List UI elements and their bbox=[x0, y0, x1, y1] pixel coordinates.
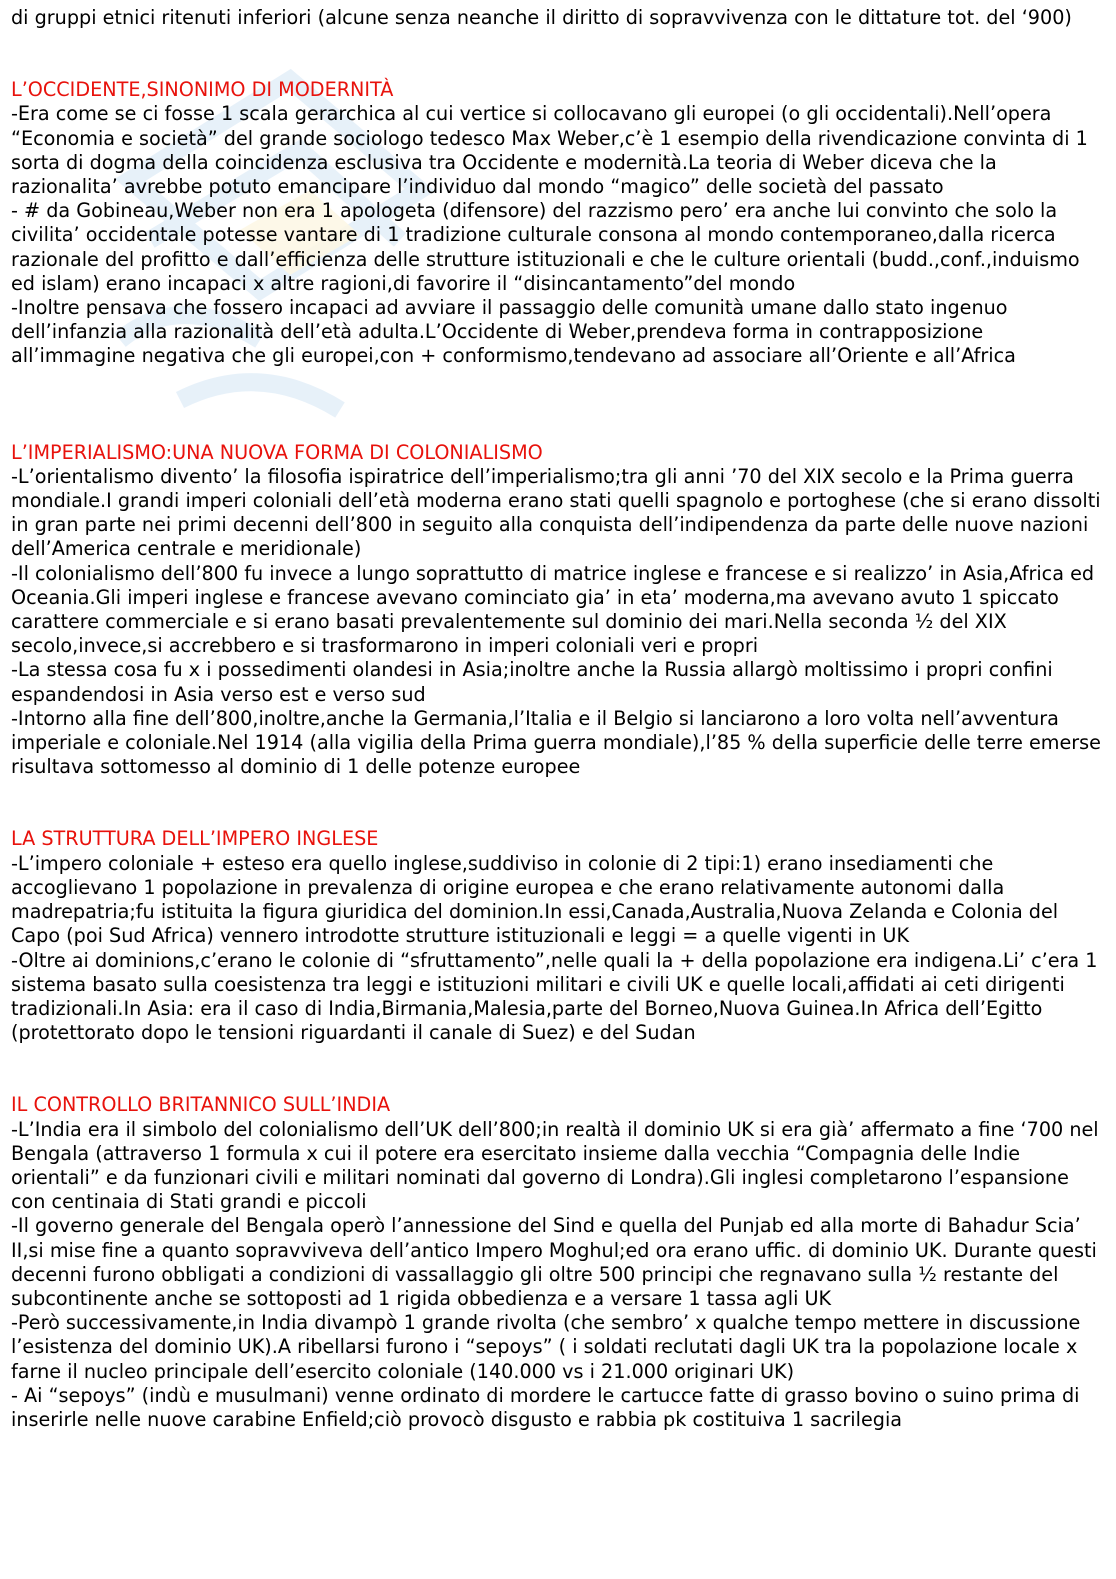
section-heading: LA STRUTTURA DELL’IMPERO INGLESE bbox=[11, 827, 379, 851]
paragraph: -Il governo generale del Bengala operò l’annessione del Sind e quella del Punjab ed alla morte di Bahadur Scia’ II,si mise fine a quanto sopravviveva dell’antico Impero Moghul;ed ora erano uffic. di dominio UK. Durante questi decenni furono obbligati a condizioni di vassallaggio gli oltre 500 principi che regnavano sulla ½ restante del subcontinente anche se sottoposti ad 1 rigida obbedienza e a versare 1 tassa agli UK bbox=[11, 1214, 1097, 1310]
paragraph: -La stessa cosa fu x i possedimenti olandesi in Asia;inoltre anche la Russia allargò moltissimo i propri confini espandendosi in Asia verso est e verso sud bbox=[11, 658, 1053, 706]
paragraph: -Però successivamente,in India divampò 1 grande rivolta (che sembro’ x qualche tempo mettere in discussione l’esistenza del dominio UK).A ribellarsi furono i “sepoys” ( i soldati reclutati dagli UK tra la popolazione locale x farne il nucleo principale dell’esercito coloniale (140.000 vs i 21.000 originari UK) bbox=[11, 1311, 1081, 1383]
paragraph: -Inoltre pensava che fossero incapaci ad avviare il passaggio delle comunità umane dallo stato ingenuo dell’infanzia alla razionalità dell’età adulta.L’Occidente di Weber,prendeva forma in contrapposizione all’immagine negativa che gli europei,con + conformismo,tendevano ad associare all’Oriente e all’Africa bbox=[11, 296, 1016, 368]
section-heading: L’IMPERIALISMO:UNA NUOVA FORMA DI COLONIALISMO bbox=[11, 440, 543, 464]
paragraph: -L’impero coloniale + esteso era quello inglese,suddiviso in colonie di 2 tipi:1) erano insediamenti che accoglievano 1 popolazione in prevalenza di origine europea e che erano relativamente autonomi dalla madrepatria;fu istituita la figura giuridica del dominion.In essi,Canada,Australia,Nuova Zelanda e Colonia del Capo (poi Sud Africa) vennero introdotte strutture istituzionali e leggi = a quelle vigenti in UK bbox=[11, 851, 1059, 948]
paragraph: -Era come se ci fosse 1 scala gerarchica al cui vertice si collocavano gli europei (o gli occidentali).Nell’opera “Economia e società” del grande sociologo tedesco Max Weber,c’è 1 esempio della rivendicazione convinta di 1 sorta di dogma della coincidenza esclusiva tra Occidente e modernità.La teoria di Weber diceva che la razionalita’ avrebbe potuto emancipare l’individuo dal mondo “magico” delle società del passato bbox=[11, 102, 1088, 199]
section-impero-inglese bbox=[11, 827, 1105, 1045]
intro-paragraph: di gruppi etnici ritenuti inferiori (alcune senza neanche il diritto di sopravvivenza con le dittature tot. del ‘900) bbox=[11, 6, 1072, 29]
document-page bbox=[11, 6, 1105, 1432]
section-occidente bbox=[11, 78, 1105, 368]
section-india bbox=[11, 1093, 1105, 1432]
paragraph: -Oltre ai dominions,c’erano le colonie di “sfruttamento”,nelle quali la + della popolazione era indigena.Li’ c’era 1 sistema basato sulla coesistenza tra leggi e istituzioni militari e civili UK e quelle locali,affidati ai ceti dirigenti tradizionali.In Asia: era il caso di India,Birmania,Malesia,parte del Borneo,Nuova Guinea.In Africa dell’Egitto (protettorato dopo le tensioni riguardanti il canale di Suez) e del Sudan bbox=[11, 948, 1098, 1045]
paragraph: - Ai “sepoys” (indù e musulmani) venne ordinato di mordere le cartucce fatte di grasso bovino o suino prima di inserirle nelle nuove carabine Enfield;ciò provocò disgusto e rabbia pk costituiva 1 sacrilegia bbox=[11, 1383, 1080, 1431]
section-heading: L’OCCIDENTE,SINONIMO DI MODERNITÀ bbox=[11, 78, 394, 102]
section-heading: IL CONTROLLO BRITANNICO SULL’INDIA bbox=[11, 1093, 391, 1117]
section-imperialismo bbox=[11, 441, 1105, 780]
paragraph: -L’India era il simbolo del colonialismo dell’UK dell’800;in realtà il dominio UK si era già’ affermato a fine ‘700 nel Bengala (attraverso 1 formula x cui il potere era esercitato insieme dalla vecchia “Compagnia delle Indie orientali” e da funzionari civili e militari nominati dal governo di Londra).Gli inglesi completarono l’espansione con centinaia di Stati grandi e piccoli bbox=[11, 1117, 1099, 1214]
paragraph: -Il colonialismo dell’800 fu invece a lungo soprattutto di matrice inglese e francese e si realizzo’ in Asia,Africa ed Oceania.Gli imperi inglese e francese avevano cominciato gia’ in eta’ moderna,ma avevano avuto 1 spiccato carattere commerciale e si erano basati prevalentemente sul dominio dei mari.Nella seconda ½ del XIX secolo,invece,si accrebbero e si trasformarono in imperi coloniali veri e propri bbox=[11, 561, 1095, 658]
paragraph: - # da Gobineau,Weber non era 1 apologeta (difensore) del razzismo pero’ era anche lui convinto che solo la civilita’ occidentale potesse vantare di 1 tradizione culturale consona al mondo contemporaneo,dalla ricerca razionale del profitto e dall’efficienza delle strutture istituzionali e che le culture orientali (budd.,conf.,induismo ed islam) erano incapaci x altre ragioni,di favorire il “disincantamento”del mondo bbox=[11, 199, 1080, 295]
paragraph: -Intorno alla fine dell’800,inoltre,anche la Germania,l’Italia e il Belgio si lanciarono a loro volta nell’avventura imperiale e coloniale.Nel 1914 (alla vigilia della Prima guerra mondiale),l’85 % della superficie delle terre emerse risultava sottomesso al dominio di 1 delle potenze europee bbox=[11, 706, 1101, 779]
paragraph: -L’orientalismo divento’ la filosofia ispiratrice dell’imperialismo;tra gli anni ’70 del XIX secolo e la Prima guerra mondiale.I grandi imperi coloniali dell’età moderna erano stati quelli spagnolo e portoghese (che si erano dissolti in gran parte nei primi decenni dell’800 in seguito alla conquista dell’indipendenza da parte delle nuove nazioni dell’America centrale e meridionale) bbox=[11, 464, 1101, 561]
